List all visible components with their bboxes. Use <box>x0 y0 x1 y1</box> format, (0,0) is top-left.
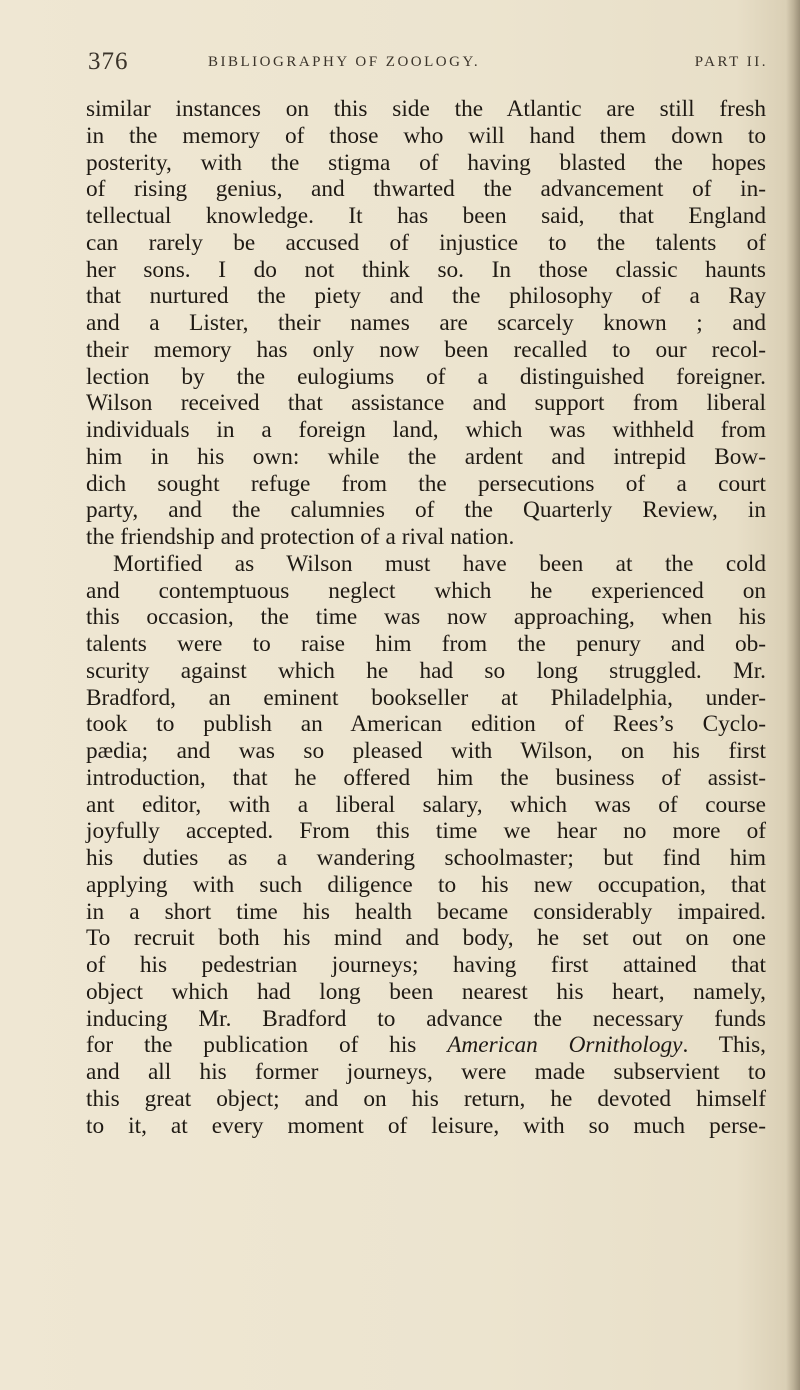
text-line: To recruit both his mind and body, he set out on one <box>86 925 766 952</box>
text-line-with-book-title <box>86 1032 766 1059</box>
text-line: in a short time his health became considerably impaired. <box>86 898 766 925</box>
text-line: this great object; and on his return, he devoted himself <box>86 1085 766 1112</box>
text-line: to it, at every moment of leisure, with so much perse- <box>86 1112 766 1139</box>
text-line: tellectual knowledge. It has been said, that England <box>86 203 766 229</box>
book-title-american-ornithology: American Ornithology <box>447 1032 683 1059</box>
text-line: ant editor, with a liberal salary, which was of course <box>86 791 766 818</box>
text-line: dich sought refuge from the persecutions of a court <box>86 470 766 497</box>
text-line: joyfully accepted. From this time we hear no more of <box>86 818 766 845</box>
page-number: 376 <box>88 48 129 75</box>
running-title: BIBLIOGRAPHY OF ZOOLOGY. <box>208 54 481 70</box>
text-line: took to publish an American edition of Rees’s Cyclo- <box>86 711 766 738</box>
page-edge-shadow <box>786 0 800 1390</box>
text-line: lection by the eulogiums of a distinguished foreigner. <box>86 363 766 390</box>
text-line: their memory has only now been recalled to our recol- <box>86 336 766 363</box>
text-line: scurity against which he had so long struggled. Mr. <box>86 657 766 684</box>
text-line: him in his own: while the ardent and intrepid Bow- <box>86 443 766 470</box>
text-line: her sons. I do not think so. In those classic haunts <box>86 256 766 283</box>
text-line: and contemptuous neglect which he experienced on <box>86 577 766 604</box>
running-part: PART II. <box>694 54 768 70</box>
text-line: object which had long been nearest his heart, namely, <box>86 978 766 1005</box>
text-line: and a Lister, their names are scarcely known ; and <box>86 310 766 336</box>
text-line: that nurtured the piety and the philosophy of a Ray <box>86 283 766 310</box>
text-line: similar instances on this side the Atlantic are still fresh <box>86 96 766 122</box>
text-line: talents were to raise him from the penury and ob- <box>86 631 766 657</box>
text-line: the friendship and protection of a rival nation. <box>86 524 515 550</box>
text-line: in the memory of those who will hand them down to <box>86 122 766 149</box>
text-line: of rising genius, and thwarted the advancement of in- <box>86 176 766 203</box>
text-line: inducing Mr. Bradford to advance the necessary funds <box>86 1005 766 1032</box>
text-line: pædia; and was so pleased with Wilson, on his first <box>86 738 766 764</box>
body-text <box>86 96 766 1139</box>
text-line: individuals in a foreign land, which was withheld from <box>86 417 766 443</box>
text-line: of his pedestrian journeys; having first attained that <box>86 952 766 978</box>
text-line: and all his former journeys, were made subservient to <box>86 1059 766 1085</box>
text-line: his duties as a wandering schoolmaster; but find him <box>86 845 766 871</box>
text-line: Bradford, an eminent bookseller at Philadelphia, under- <box>86 684 766 711</box>
text-line: posterity, with the stigma of having blasted the hopes <box>86 149 766 176</box>
text-line: introduction, that he offered him the business of assist- <box>86 764 766 791</box>
text-line: applying with such diligence to his new occupation, that <box>86 871 766 898</box>
page-header <box>88 48 768 84</box>
text-line: this occasion, the time was now approaching, when his <box>86 604 766 631</box>
text-segment: . This, <box>682 1032 766 1059</box>
text-segment: for the publication of his <box>86 1032 448 1059</box>
text-line: party, and the calumnies of the Quarterly Review, in <box>86 497 766 524</box>
paragraph-first-line: Mortified as Wilson must have been at the cold <box>113 550 766 577</box>
text-line: Wilson received that assistance and support from liberal <box>86 390 766 417</box>
text-line: can rarely be accused of injustice to the talents of <box>86 229 766 256</box>
